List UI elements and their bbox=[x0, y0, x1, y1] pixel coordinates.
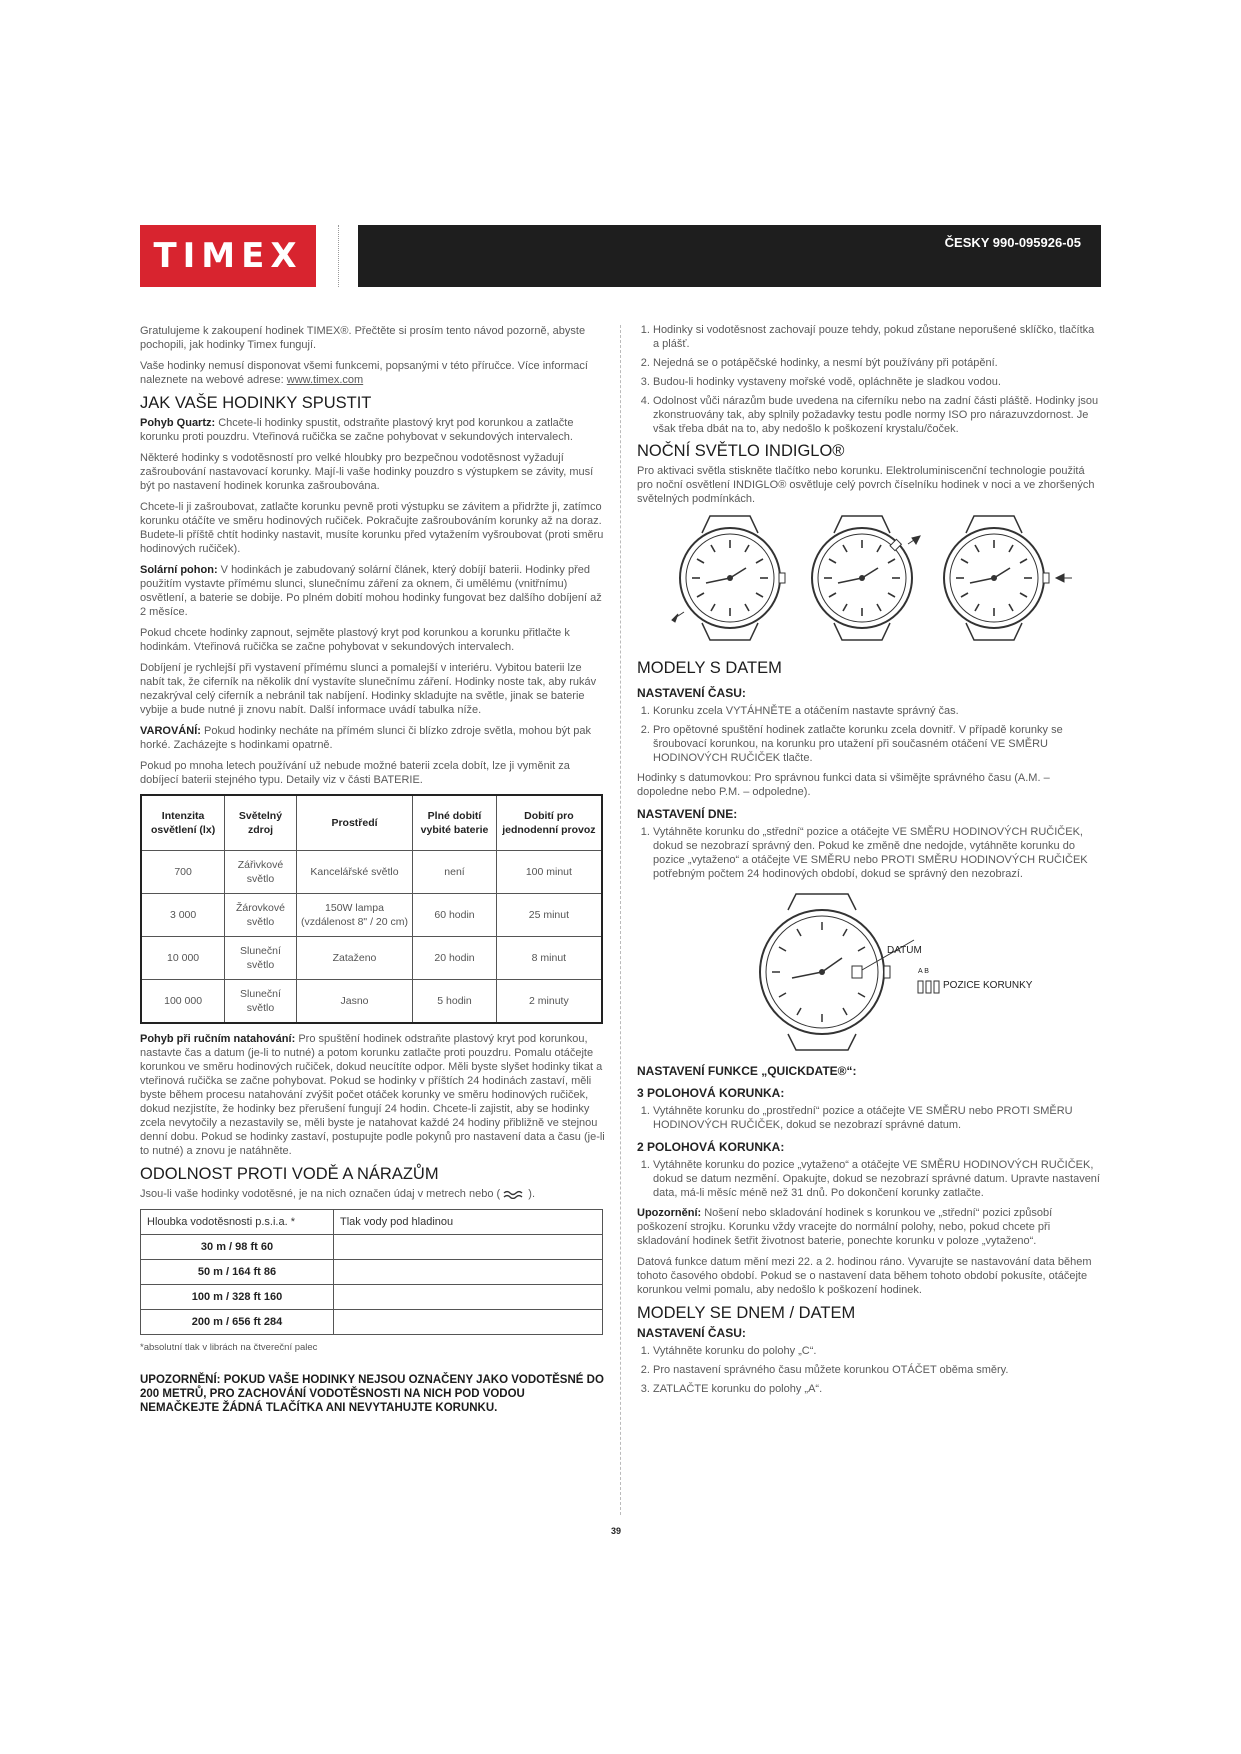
caution-paragraph: Upozornění: Nošení nebo skladování hodinek s korunkou ve „střední“ pozici způsobí poškození strojku. Korunku vždy vracejte do normální polohy, nebo, pokud chcete při skladování hodinek šetřit životnost baterie, ponechte korunku v poloze „vytaženo“. bbox=[637, 1207, 1053, 1247]
intro-paragraph: Gratulujeme k zakoupení hodinek TIMEX®. Přečtěte si prosím tento návod pozorně, abyste pochopili, jak hodinky Timex fungují. bbox=[140, 325, 586, 351]
list-item: 1. Korunku zcela VYTÁHNĚTE a otáčením nastavte správný čas. bbox=[653, 704, 1102, 718]
warning-paragraph: VAROVÁNÍ: Pokud hodinky necháte na přímém slunci či blízko zdroje světla, mohou být pak horké. Zacházejte s hodinkami opatrně. bbox=[140, 725, 592, 751]
subheading-3pos: 3 POLOHOVÁ KORUNKA: bbox=[637, 1086, 785, 1100]
right-column bbox=[637, 323, 1102, 1402]
screw-paragraph-2: Chcete-li ji zašroubovat, zatlačte korunku pevně proti výstupku se závitem a přidržte ji, zatímco korunku otáčíte ve směru hodinových ručiček. Pokračujte zašroubováním korunky až na doraz. Budete-li příště chtít hodinky nastavit, musíte korunku před vytažením vyšroubovat (proti směru hodinových ručiček). bbox=[140, 501, 604, 555]
crown-position-label: POZICE KORUNKY bbox=[943, 980, 1033, 991]
list-item: 1. Vytáhněte korunku do pozice „vytaženo“ a otáčejte VE SMĚRU HODINOVÝCH RUČIČEK, dokud se datum nezmění. Opakujte, dokud se nezobrazí správné datum. Upravte nastavení data, má-li měsíc méně než 31 dnů. Po dokončení korunky zatlačte. bbox=[653, 1158, 1102, 1200]
list-item: 1. Hodinky si vodotěsnost zachovají pouze tehdy, pokud zůstane neporušené sklíčko, tlačítka a plášť. bbox=[653, 323, 1102, 351]
table-header: Intenzita osvětlení (lx) bbox=[141, 795, 225, 851]
solar-paragraph: Solární pohon: V hodinkách je zabudovaný solární článek, který dobíjí baterii. Hodinky před použitím vystavte přímému slunci, slunečnímu záření za oknem, či umělému (vnitřnímu) osvětlení, a baterie se dobije. Po plném dobití mohou hodinky fungovat bez dalšího dobíjení až 2 měsíce. bbox=[140, 564, 602, 618]
table-row: 50 m / 164 ft 86 bbox=[141, 1260, 603, 1285]
column-divider bbox=[620, 325, 621, 1515]
table-row: 700 Zářivkové světlo Kancelářské světlo není 100 minut bbox=[141, 851, 602, 894]
charge-table bbox=[140, 794, 603, 1024]
table-row: 10 000 Sluneční světlo Zataženo 20 hodin 8 minut bbox=[141, 937, 602, 980]
table-row: 30 m / 98 ft 60 bbox=[141, 1235, 603, 1260]
intro-paragraph-2: Vaše hodinky nemusí disponovat všemi funkcemi, popsanými v této příručce. Více informací naleznete na webové adrese: www.timex.com bbox=[140, 360, 588, 386]
indiglo-paragraph: Pro aktivaci světla stiskněte tlačítko nebo korunku. Elektroluminiscenční technologie použitá pro noční osvětlení INDIGLO® osvětluje celý povrch číselníku hodinek v noci a ve zhoršených světelných podmínkách. bbox=[637, 465, 1095, 505]
section-title-daydate: MODELY SE DNEM / DATEM bbox=[637, 1304, 856, 1322]
manual-paragraph: Pohyb při ručním natahování: Pro spuštění hodinek odstraňte plastový kryt pod korunkou, nastavte čas a datum (je-li to nutné) a potom korunku zatlačte proti pouzdru. Pomalu otáčejte korunkou ve směru hodinových ručiček, dokud neucítíte odpor. Měli byste slyšet hodinky tikat a vteřinová ručička se začne pohybovat. Pokud se hodinky v příštích 24 hodinách zastaví, měli byste během procesu natahování zvýšit počet otáček korunky ve směru hodinových ručiček, dokud nezjistíte, že hodinky bez přerušení fungují 24 hodin. Chcete-li zajistit, aby se hodinky zcela nevytočily a nezastavily se, měli byste je natahovat každé 24 hodiny přibližně ve stejnou denní dobu. Pokud se hodinky zastaví, postupujte podle pokynů pro nastavení data a času (je-li to nutné) a znovu je natáhněte. bbox=[140, 1033, 605, 1157]
pos3-list bbox=[637, 1104, 1102, 1132]
water-warning: UPOZORNĚNÍ: POKUD VAŠE HODINKY NEJSOU OZNAČENY JAKO VODOTĚSNÉ DO 200 METRŮ, PRO ZACHOVÁNÍ VODOTĚSNOSTI NA NICH POD VODOU NEMAČKEJTE ŽÁDNÁ TLAČÍTKA ANI NEVYTAHUJTE KORUNKU. bbox=[140, 1374, 604, 1414]
section-title-start: JAK VAŠE HODINKY SPUSTIT bbox=[140, 394, 372, 412]
screw-paragraph: Některé hodinky s vodotěsností pro velké hloubky pro bezpečnou vodotěsnost vyžadují zašroubování nastavovací korunky. Mají-li vaše hodinky pouzdro s výstupkem se závity, musí být po nastavení hodinek korunka zašroubována. bbox=[140, 452, 594, 492]
date-change-paragraph: Datová funkce datum mění mezi 22. a 2. hodinou ráno. Vyvarujte se nastavování data během tohoto časového období. Pokud se o nastavení data během tohoto období pokusíte, otáčejte korunkou velmi pomalu, aby nedošlo k poškození hodinek. bbox=[637, 1256, 1092, 1296]
subheading-quickdate: NASTAVENÍ FUNKCE „QUICKDATE®“: bbox=[637, 1064, 857, 1078]
daydate-list bbox=[637, 1344, 1102, 1396]
left-column bbox=[140, 324, 605, 1415]
language-code: ČESKY 990-095926-05 bbox=[944, 235, 1081, 250]
timex-logo: TIMEX bbox=[140, 225, 316, 287]
water-intro: Jsou-li vaše hodinky vodotěsné, je na nich označen údaj v metrech nebo ( ). bbox=[140, 1188, 536, 1200]
header-bar bbox=[358, 225, 1101, 287]
date-watch-figure bbox=[637, 887, 1102, 1052]
water-list bbox=[637, 323, 1102, 436]
date-note: Hodinky s datumovkou: Pro správnou funkci data si všimějte správného času (A.M. – dopoledne nebo P.M. – odpoledne). bbox=[637, 772, 1050, 798]
table-header: Hloubka vodotěsnosti p.s.i.a. * bbox=[141, 1210, 334, 1235]
depth-table bbox=[140, 1209, 603, 1335]
list-item: 2. Pro opětovné spuštění hodinek zatlačte korunku zcela dovnitř. V případě korunky se šroubovací korunkou, na korunku pro utažení při současném otáčení VE SMĚRU HODINOVÝCH RUČIČEK tlačte. bbox=[653, 723, 1102, 765]
table-row: 3 000 Žárovkové světlo 150W lampa (vzdálenost 8" / 20 cm) 60 hodin 25 minut bbox=[141, 894, 602, 937]
subheading-2pos: 2 POLOHOVÁ KORUNKA: bbox=[637, 1140, 785, 1154]
table-row: 200 m / 656 ft 284 bbox=[141, 1310, 603, 1335]
table-header: Prostředí bbox=[296, 795, 412, 851]
list-item: 3. Budou-li hodinky vystaveny mořské vodě, opláchněte je sladkou vodou. bbox=[653, 375, 1102, 389]
day-setting-list bbox=[637, 825, 1102, 881]
list-item: 2. Pro nastavení správného času můžete korunkou OTÁČET oběma směry. bbox=[653, 1363, 1102, 1377]
date-label: DATUM bbox=[887, 945, 922, 956]
list-item: 1. Vytáhněte korunku do polohy „C“. bbox=[653, 1344, 1102, 1358]
section-title-date: MODELY S DATEM bbox=[637, 659, 782, 677]
list-item: 2. Nejedná se o potápěčské hodinky, a nesmí být používány při potápění. bbox=[653, 356, 1102, 370]
page-number: 39 bbox=[611, 1526, 622, 1536]
table-header: Světelný zdroj bbox=[225, 795, 297, 851]
section-title-indiglo: NOČNÍ SVĚTLO INDIGLO® bbox=[637, 442, 845, 460]
watch-icon bbox=[812, 516, 920, 640]
list-item: 1. Vytáhněte korunku do „prostřední“ pozice a otáčejte VE SMĚRU nebo PROTI SMĚRU HODINOVÝCH RUČIČEK, dokud se nezobrazí správné datum. bbox=[653, 1104, 1102, 1132]
date-window bbox=[852, 966, 862, 978]
battery-paragraph: Pokud po mnoha letech používání už nebude možné baterii zcela dobít, lze ji vyměnit za dobíjecí baterii stejného typu. Detaily viz v části BATERIE. bbox=[140, 760, 570, 786]
table-header: Dobití pro jednodenní provoz bbox=[496, 795, 602, 851]
subheading-time: NASTAVENÍ ČASU: bbox=[637, 686, 746, 700]
section-title-water: ODOLNOST PROTI VODĚ A NÁRAZŮM bbox=[140, 1165, 439, 1183]
footnote: *absolutní tlak v librách na čtvereční palec bbox=[140, 1342, 318, 1353]
list-item: 1. Vytáhněte korunku do „střední“ pozice a otáčejte VE SMĚRU HODINOVÝCH RUČIČEK, dokud se nezobrazí správný den. Pokud ke změně dne nedojde, vytáhněte korunku do pozice „vytaženo“ a otáčejte VE SMĚRU nebo PROTI SMĚRU HODINOVÝCH RUČIČEK potřebným počtem 24 hodinových období, dokud se správný den nezobrazí. bbox=[653, 825, 1102, 881]
solar-paragraph-2: Pokud chcete hodinky zapnout, sejměte plastový kryt pod korunkou a korunku přitlačte k hodinkám. Vteřinová ručička se začne pohybovat v sekundových intervalech. bbox=[140, 627, 570, 653]
list-item: 4. Odolnost vůči nárazům bude uvedena na ciferníku nebo na zadní části pláště. Hodinky jsou zkonstruovány tak, aby splnily požadavky testu podle normy ISO pro nárazuvzdornost. Je však třeba dbát na to, aby nedošlo k poškození krystalu/čoček. bbox=[653, 394, 1102, 436]
subheading-day: NASTAVENÍ DNE: bbox=[637, 807, 738, 821]
list-item: 3. ZATLAČTE korunku do polohy „A“. bbox=[653, 1382, 1102, 1396]
website-link[interactable]: www.timex.com bbox=[286, 374, 364, 386]
indiglo-watches-figure bbox=[637, 513, 1102, 653]
table-header: Tlak vody pod hladinou bbox=[334, 1210, 603, 1235]
subheading-time-2: NASTAVENÍ ČASU: bbox=[637, 1326, 746, 1340]
table-row: 100 m / 328 ft 160 bbox=[141, 1285, 603, 1310]
table-row: 100 000 Sluneční světlo Jasno 5 hodin 2 minuty bbox=[141, 980, 602, 1024]
quartz-paragraph: Pohyb Quartz: Chcete-li hodinky spustit, odstraňte plastový kryt pod korunkou a zatlačte korunku proti pouzdru. Vteřinová ručička se začne pohybovat v sekundových intervalech. bbox=[140, 417, 574, 443]
pos2-list bbox=[637, 1158, 1102, 1200]
table-header: Plné dobití vybité baterie bbox=[413, 795, 497, 851]
watch-icon bbox=[672, 516, 785, 640]
wave-icon bbox=[503, 1190, 525, 1199]
solar-paragraph-3: Dobíjení je rychlejší při vystavení přímému slunci a pomalejší v interiéru. Vybitou baterii lze nabít tak, že ciferník na několik dní vystavíte slunečnímu záření. Hodinky noste tak, aby rukáv nezakrýval celý ciferník a nebránil tak nabíjení. Hodinky skladujte na světle, jinak se baterie vybije a bude nutné ji znovu nabít. Další informace uvádí tabulka níže. bbox=[140, 662, 597, 716]
divider bbox=[338, 225, 339, 287]
crown-abc-label: A B bbox=[918, 968, 929, 975]
time-setting-list bbox=[637, 704, 1102, 765]
watch-icon bbox=[944, 516, 1072, 640]
